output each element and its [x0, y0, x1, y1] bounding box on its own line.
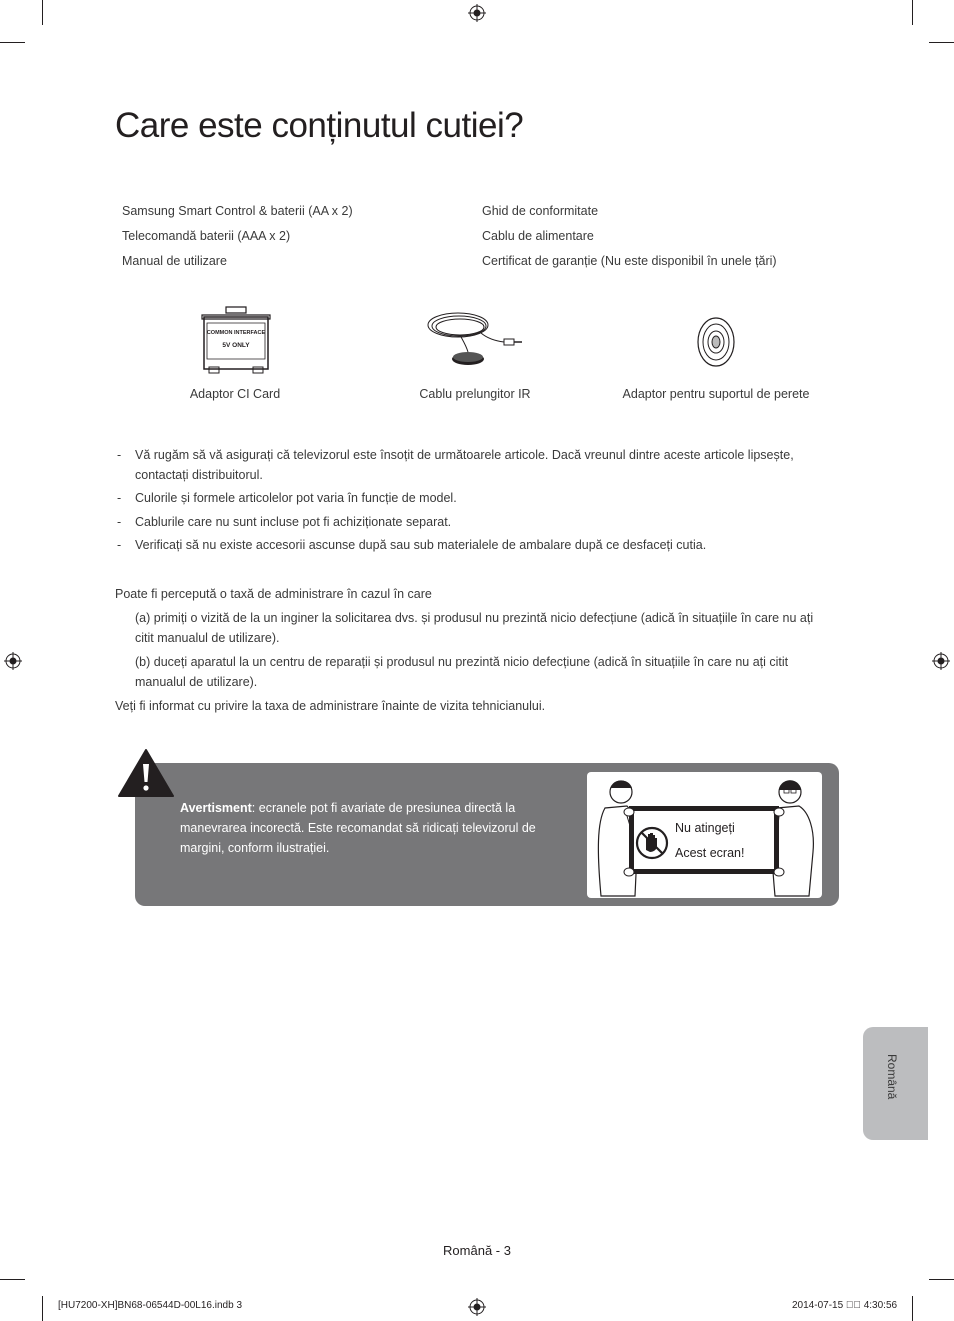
crop-mark: [912, 0, 913, 25]
registration-mark-icon: [468, 1298, 486, 1316]
warning-triangle-icon: [117, 748, 175, 798]
contents-item: Certificat de garanție (Nu este disponibil în unele țări): [482, 254, 777, 268]
crop-mark: [929, 42, 954, 43]
list-item: [117, 536, 837, 556]
list-item: [117, 446, 837, 485]
sign-text-line1: Nu atingeți: [675, 821, 735, 835]
ci-card-print-2: 5V ONLY: [222, 342, 250, 349]
crop-mark: [0, 1279, 25, 1280]
ir-extender-cable-icon: [426, 305, 524, 375]
contents-item: Ghid de conformitate: [482, 204, 599, 218]
people-holding-tv-illustration: [587, 772, 822, 898]
sign-text-line2: Acest ecran!: [675, 846, 745, 860]
warning-text: [180, 798, 575, 858]
crop-mark: [0, 42, 25, 43]
page-number: Română - 3: [443, 1243, 511, 1258]
bullet-dash: -: [117, 448, 122, 462]
list-item: [117, 489, 837, 509]
accessory-label: Adaptor CI Card: [189, 387, 281, 401]
fee-case-a: (a) primiți o vizită de la un inginer la solicitarea dvs. și produsul nu prezintă nicio defecțiune (adică în situațiile în care nu ați citit manualul de utilizare).: [135, 611, 814, 645]
ci-card-print-1: COMMON INTERFACE: [206, 330, 266, 336]
registration-mark-icon: [468, 4, 486, 22]
crop-mark: [929, 1279, 954, 1280]
notes-list: [117, 446, 837, 560]
language-tab-label: Română: [885, 1054, 899, 1100]
warning-label: Avertisment: [180, 801, 252, 815]
warning-body: : ecranele pot fi avariate de presiunea directă la manevrarea incorectă. Este recomandat să ridicați televizorul de margini, conform ilustrației.: [180, 801, 536, 855]
contents-item: Telecomandă baterii (AAA x 2): [122, 229, 291, 243]
handling-illustration: [587, 772, 822, 898]
accessory-label: Adaptor pentru suportul de perete: [622, 387, 810, 401]
crop-mark: [42, 0, 43, 25]
note-text: Verificați să nu existe accesorii ascunse după sau sub materialele de ambalare după ce desfaceți cutia.: [135, 538, 707, 552]
registration-mark-icon: [4, 652, 22, 670]
contents-item: Manual de utilizare: [122, 254, 227, 268]
note-text: Cablurile care nu sunt incluse pot fi achiziționate separat.: [135, 514, 452, 529]
crop-mark: [42, 1296, 43, 1321]
fee-outro: Veți fi informat cu privire la taxa de administrare înainte de vizita tehnicianului.: [115, 699, 546, 713]
fee-case-b: (b) duceți aparatul la un centru de reparații și produsul nu prezintă nicio defecțiune (adică în situațiile în care nu ați citit manualul de utilizare).: [135, 655, 789, 689]
registration-mark-icon: [932, 652, 950, 670]
wall-mount-adapter-icon: [695, 314, 737, 370]
note-text: Vă rugăm să vă asigurați că televizorul este însoțit de următoarele articole. Dacă vreunul dintre aceste articole lipsește, contactați distribuitorul.: [135, 448, 794, 482]
accessory-label: Cablu prelungitor IR: [419, 387, 531, 401]
ci-card-adapter-icon: [199, 305, 273, 375]
page-title: Care este conținutul cutiei?: [115, 106, 524, 145]
contents-item: Cablu de alimentare: [482, 229, 594, 243]
bullet-dash: -: [117, 514, 122, 529]
file-info: [HU7200-XH]BN68-06544D-00L16.indb 3: [58, 1300, 243, 1311]
print-date: 2014-07-15 ￿￿ 4:30:56: [792, 1300, 898, 1311]
note-text: Culorile și formele articolelor pot varia în funcție de model.: [135, 491, 457, 505]
fee-intro: Poate fi percepută o taxă de administrare în cazul în care: [115, 587, 432, 601]
contents-item: Samsung Smart Control & baterii (AA x 2): [122, 204, 353, 218]
crop-mark: [912, 1296, 913, 1321]
bullet-dash: -: [117, 491, 122, 505]
bullet-dash: -: [117, 538, 122, 552]
list-item: [117, 513, 837, 533]
